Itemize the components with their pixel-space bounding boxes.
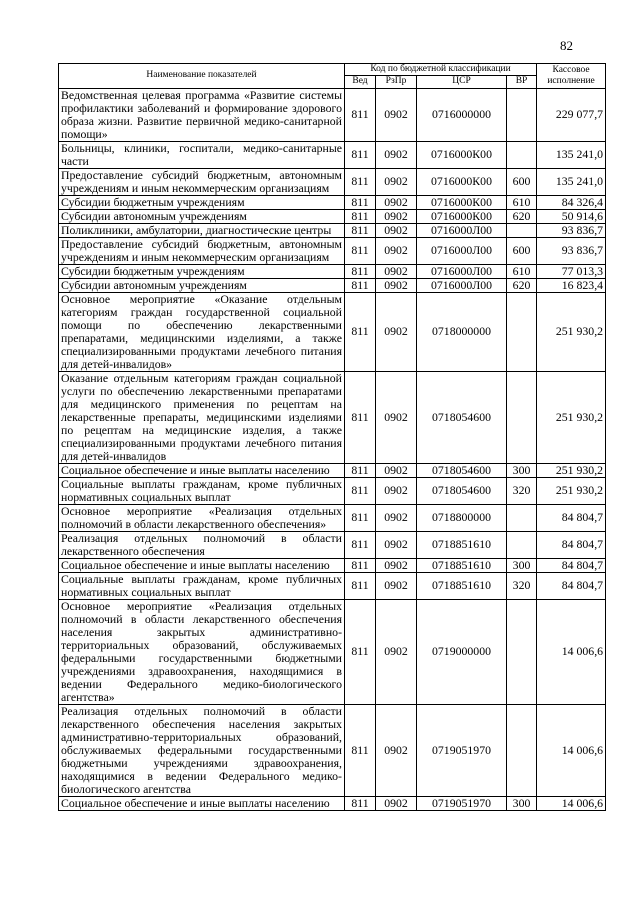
row-amount-cell: 251 930,2 [537, 292, 606, 371]
row-csr-cell: 0718851610 [417, 531, 507, 558]
row-name-cell: Субсидии бюджетным учреждениям [59, 195, 345, 209]
row-vr-cell: 620 [507, 209, 537, 223]
row-vr-cell [507, 223, 537, 237]
row-amount-cell: 251 930,2 [537, 463, 606, 477]
row-vr-cell: 600 [507, 168, 537, 195]
table-row [59, 558, 606, 572]
row-csr-cell: 0716000К00 [417, 195, 507, 209]
row-ved-cell: 811 [345, 141, 376, 168]
row-rzpr-cell: 0902 [376, 195, 417, 209]
row-amount-cell: 93 836,7 [537, 223, 606, 237]
row-csr-cell: 0716000К00 [417, 209, 507, 223]
row-name-cell: Основное мероприятие «Реализация отдельных полномочий в области лекарственного обеспечения населения закрытых административно-территориальных образований, обслуживаемых федеральными государственными бюджетными учреждениями здравоохранения, находящимися в ведении Федерального медико-биологического агентства» [59, 599, 345, 704]
row-csr-cell: 0718800000 [417, 504, 507, 531]
row-name-cell: Реализация отдельных полномочий в области лекарственного обеспечения [59, 531, 345, 558]
row-rzpr-cell: 0902 [376, 796, 417, 810]
row-vr-cell [507, 292, 537, 371]
row-ved-cell: 811 [345, 292, 376, 371]
row-name-cell: Социальные выплаты гражданам, кроме публичных нормативных социальных выплат [59, 477, 345, 504]
row-csr-cell: 0716000Л00 [417, 278, 507, 292]
row-vr-cell [507, 141, 537, 168]
header-amount: Кассовое исполнение [537, 64, 606, 89]
row-amount-cell: 16 823,4 [537, 278, 606, 292]
table-body [59, 88, 606, 810]
table-row [59, 704, 606, 796]
table-row [59, 796, 606, 810]
row-rzpr-cell: 0902 [376, 463, 417, 477]
row-rzpr-cell: 0902 [376, 223, 417, 237]
table-row [59, 88, 606, 141]
header-code-group: Код по бюджетной классификации [345, 64, 537, 76]
row-amount-cell: 77 013,3 [537, 264, 606, 278]
header-name: Наименование показателей [59, 64, 345, 89]
header-rzpr: РзПр [376, 76, 417, 88]
row-vr-cell [507, 599, 537, 704]
row-vr-cell [507, 704, 537, 796]
table-row [59, 209, 606, 223]
row-name-cell: Основное мероприятие «Оказание отдельным категориям граждан государственной социальной помощи по обеспечению лекарственными препаратами, медицинскими изделиями, а также специализированными продуктами лечебного питания для детей-инвалидов» [59, 292, 345, 371]
table-row [59, 141, 606, 168]
row-ved-cell: 811 [345, 704, 376, 796]
row-ved-cell: 811 [345, 88, 376, 141]
row-csr-cell: 0716000К00 [417, 168, 507, 195]
row-ved-cell: 811 [345, 558, 376, 572]
row-amount-cell: 251 930,2 [537, 371, 606, 463]
row-rzpr-cell: 0902 [376, 88, 417, 141]
row-rzpr-cell: 0902 [376, 278, 417, 292]
row-csr-cell: 0718851610 [417, 558, 507, 572]
row-name-cell: Социальные выплаты гражданам, кроме публичных нормативных социальных выплат [59, 572, 345, 599]
row-rzpr-cell: 0902 [376, 558, 417, 572]
row-name-cell: Оказание отдельным категориям граждан социальной услуги по обеспечению лекарственными препаратами для медицинского применения по рецептам на лекарственные препараты, медицинскими изделиями по рецептам на медицинские изделия, а также специализированными продуктами лечебного питания для детей-инвалидов [59, 371, 345, 463]
row-csr-cell: 0716000К00 [417, 141, 507, 168]
row-name-cell: Социальное обеспечение и иные выплаты населению [59, 558, 345, 572]
row-rzpr-cell: 0902 [376, 599, 417, 704]
table-row [59, 292, 606, 371]
header-vr: ВР [507, 76, 537, 88]
row-vr-cell: 610 [507, 195, 537, 209]
row-name-cell: Субсидии автономным учреждениям [59, 209, 345, 223]
row-vr-cell [507, 504, 537, 531]
row-name-cell: Основное мероприятие «Реализация отдельных полномочий в области лекарственного обеспечения» [59, 504, 345, 531]
row-amount-cell: 84 804,7 [537, 531, 606, 558]
row-rzpr-cell: 0902 [376, 531, 417, 558]
table-row [59, 237, 606, 264]
row-name-cell: Ведомственная целевая программа «Развитие системы профилактики заболеваний и формирование здорового образа жизни. Развитие первичной медико-санитарной помощи» [59, 88, 345, 141]
row-name-cell: Предоставление субсидий бюджетным, автономным учреждениям и иным некоммерческим организациям [59, 168, 345, 195]
page-number: 82 [560, 38, 573, 53]
row-csr-cell: 0716000000 [417, 88, 507, 141]
row-ved-cell: 811 [345, 195, 376, 209]
table-row [59, 278, 606, 292]
table-row [59, 463, 606, 477]
row-vr-cell: 320 [507, 572, 537, 599]
row-csr-cell: 0716000Л00 [417, 223, 507, 237]
table-row [59, 264, 606, 278]
row-name-cell: Субсидии автономным учреждениям [59, 278, 345, 292]
row-csr-cell: 0719051970 [417, 704, 507, 796]
row-vr-cell: 600 [507, 237, 537, 264]
row-amount-cell: 84 804,7 [537, 558, 606, 572]
row-ved-cell: 811 [345, 504, 376, 531]
row-ved-cell: 811 [345, 531, 376, 558]
table-row [59, 531, 606, 558]
row-ved-cell: 811 [345, 209, 376, 223]
row-amount-cell: 84 326,4 [537, 195, 606, 209]
row-name-cell: Предоставление субсидий бюджетным, автономным учреждениям и иным некоммерческим организациям [59, 237, 345, 264]
row-vr-cell: 300 [507, 796, 537, 810]
row-name-cell: Реализация отдельных полномочий в области лекарственного обеспечения населения закрытых административно-территориальных образований, обслуживаемых федеральными государственными бюджетными учреждениями здравоохранения, находящимися в ведении Федерального медико-биологического агентства [59, 704, 345, 796]
row-rzpr-cell: 0902 [376, 168, 417, 195]
row-rzpr-cell: 0902 [376, 704, 417, 796]
row-vr-cell: 620 [507, 278, 537, 292]
row-csr-cell: 0718000000 [417, 292, 507, 371]
row-vr-cell: 300 [507, 463, 537, 477]
row-vr-cell [507, 88, 537, 141]
row-amount-cell: 14 006,6 [537, 796, 606, 810]
row-vr-cell: 320 [507, 477, 537, 504]
row-amount-cell: 14 006,6 [537, 704, 606, 796]
row-rzpr-cell: 0902 [376, 477, 417, 504]
table-row [59, 599, 606, 704]
row-csr-cell: 0716000Л00 [417, 264, 507, 278]
row-vr-cell [507, 531, 537, 558]
row-name-cell: Больницы, клиники, госпитали, медико-санитарные части [59, 141, 345, 168]
row-amount-cell: 14 006,6 [537, 599, 606, 704]
table-row [59, 168, 606, 195]
row-csr-cell: 0719051970 [417, 796, 507, 810]
row-ved-cell: 811 [345, 237, 376, 264]
budget-table [58, 63, 606, 811]
row-csr-cell: 0719000000 [417, 599, 507, 704]
row-rzpr-cell: 0902 [376, 504, 417, 531]
row-ved-cell: 811 [345, 223, 376, 237]
row-ved-cell: 811 [345, 371, 376, 463]
row-ved-cell: 811 [345, 168, 376, 195]
row-rzpr-cell: 0902 [376, 237, 417, 264]
table-row [59, 195, 606, 209]
row-ved-cell: 811 [345, 463, 376, 477]
row-rzpr-cell: 0902 [376, 292, 417, 371]
row-csr-cell: 0716000Л00 [417, 237, 507, 264]
row-name-cell: Социальное обеспечение и иные выплаты населению [59, 463, 345, 477]
row-csr-cell: 0718054600 [417, 371, 507, 463]
row-amount-cell: 251 930,2 [537, 477, 606, 504]
row-csr-cell: 0718054600 [417, 463, 507, 477]
table-row [59, 504, 606, 531]
row-name-cell: Социальное обеспечение и иные выплаты населению [59, 796, 345, 810]
row-csr-cell: 0718054600 [417, 477, 507, 504]
row-amount-cell: 135 241,0 [537, 141, 606, 168]
row-name-cell: Субсидии бюджетным учреждениям [59, 264, 345, 278]
table-row [59, 223, 606, 237]
table-row [59, 572, 606, 599]
row-ved-cell: 811 [345, 477, 376, 504]
row-amount-cell: 229 077,7 [537, 88, 606, 141]
row-amount-cell: 84 804,7 [537, 572, 606, 599]
row-amount-cell: 135 241,0 [537, 168, 606, 195]
row-rzpr-cell: 0902 [376, 264, 417, 278]
row-amount-cell: 93 836,7 [537, 237, 606, 264]
row-rzpr-cell: 0902 [376, 141, 417, 168]
row-csr-cell: 0718851610 [417, 572, 507, 599]
row-ved-cell: 811 [345, 264, 376, 278]
row-rzpr-cell: 0902 [376, 371, 417, 463]
row-vr-cell: 610 [507, 264, 537, 278]
row-rzpr-cell: 0902 [376, 209, 417, 223]
row-ved-cell: 811 [345, 599, 376, 704]
header-csr: ЦСР [417, 76, 507, 88]
row-amount-cell: 50 914,6 [537, 209, 606, 223]
header-ved: Вед [345, 76, 376, 88]
row-vr-cell: 300 [507, 558, 537, 572]
table-row [59, 477, 606, 504]
row-amount-cell: 84 804,7 [537, 504, 606, 531]
row-vr-cell [507, 371, 537, 463]
row-ved-cell: 811 [345, 796, 376, 810]
row-rzpr-cell: 0902 [376, 572, 417, 599]
row-ved-cell: 811 [345, 572, 376, 599]
table-row [59, 371, 606, 463]
row-ved-cell: 811 [345, 278, 376, 292]
row-name-cell: Поликлиники, амбулатории, диагностические центры [59, 223, 345, 237]
